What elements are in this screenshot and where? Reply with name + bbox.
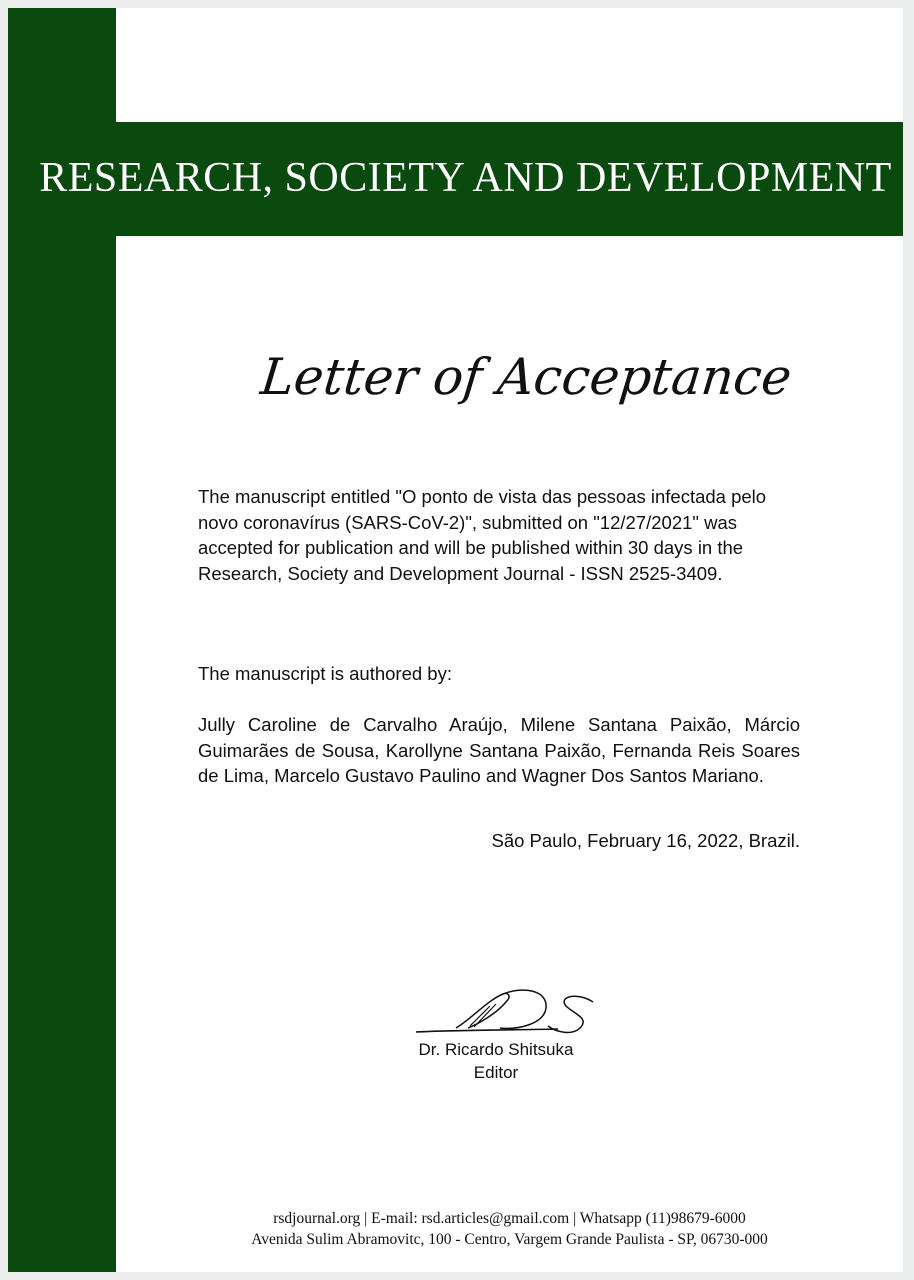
authored-by-label: The manuscript is authored by: [198, 663, 452, 684]
place-date: São Paulo, February 16, 2022, Brazil. [491, 830, 800, 851]
letter-heading: Letter of Acceptance [257, 348, 795, 406]
footer-address: Avenida Sulim Abramovitc, 100 - Centro, Vargem Grande Paulista - SP, 06730-000 [251, 1231, 768, 1248]
letter-page [8, 8, 903, 1272]
authors-list: Jully Caroline de Carvalho Araújo, Milene Santana Paixão, Márcio Guimarães de Sousa, Karollyne Santana Paixão, Fernanda Reis Soares de Lima, Marcelo Gustavo Paulino and Wagner Dos Santos Mariano. [198, 714, 800, 786]
journal-title: RESEARCH, SOCIETY AND DEVELOPMENT [39, 155, 892, 201]
signatory-name: Dr. Ricardo Shitsuka [418, 1040, 574, 1059]
manuscript-paragraph: The manuscript entitled "O ponto de vista das pessoas infectada pelo novo coronavírus (SARS-CoV-2)", submitted on "12/27/2021" was accepted for publication and will be published within 30 days in the Research, Society and Development Journal - ISSN 2525-3409. [198, 486, 767, 584]
signature-image [408, 980, 598, 1040]
signatory-role: Editor [473, 1063, 519, 1082]
footer-contact: rsdjournal.org | E-mail: rsd.articles@gmail.com | Whatsapp (11)98679-6000 [273, 1210, 746, 1227]
